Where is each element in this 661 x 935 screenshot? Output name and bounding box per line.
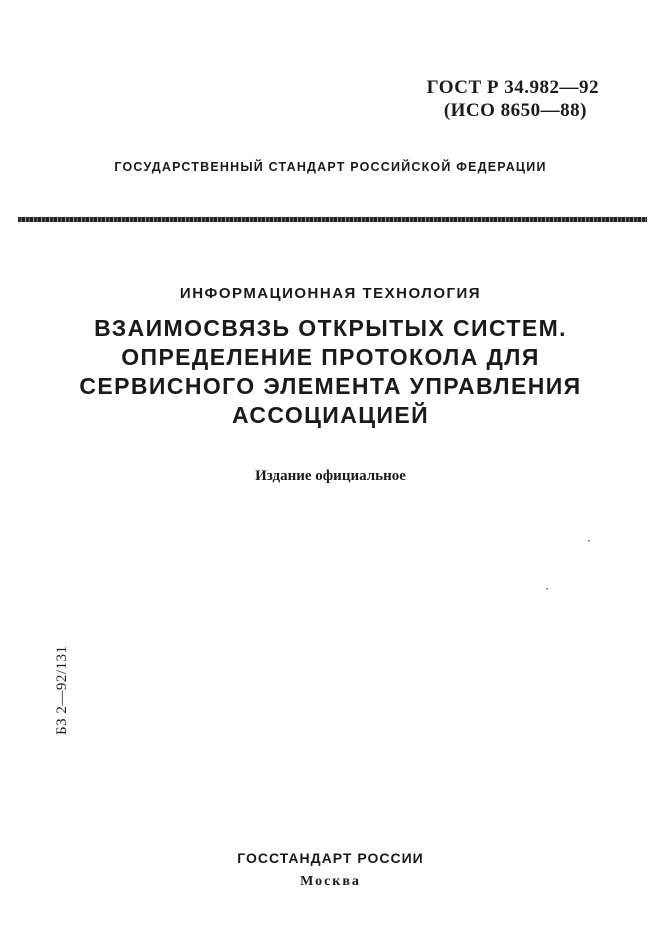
publisher-city: Москва <box>300 874 361 889</box>
subject-heading: ИНФОРМАЦИОННАЯ ТЕХНОЛОГИЯ <box>179 285 482 302</box>
title-line: ОПРЕДЕЛЕНИЕ ПРОТОКОЛА ДЛЯ <box>121 344 540 370</box>
iso-code: (ИСО 8650—88) <box>443 100 587 121</box>
publisher-name: ГОССТАНДАРТ РОССИИ <box>237 850 424 866</box>
scan-speck <box>546 588 548 590</box>
edition-label: Издание официальное <box>255 468 406 484</box>
title-line: СЕРВИСНОГО ЭЛЕМЕНТА УПРАВЛЕНИЯ <box>79 373 582 399</box>
scan-speck <box>588 540 590 542</box>
state-standard-heading: ГОСУДАРСТВЕННЫЙ СТАНДАРТ РОССИЙСКОЙ ФЕДЕРАЦИИ <box>114 160 547 174</box>
title-line: ВЗАИМОСВЯЗЬ ОТКРЫТЫХ СИСТЕМ. <box>94 315 567 341</box>
standard-code: ГОСТ Р 34.982—92 <box>426 77 599 98</box>
title-line: АССОЦИАЦИЕЙ <box>231 402 430 428</box>
document-title <box>60 314 601 430</box>
header-divider <box>18 217 647 222</box>
standard-code-block <box>427 76 599 122</box>
side-catalog-code: БЗ 2—92/131 <box>54 645 70 735</box>
